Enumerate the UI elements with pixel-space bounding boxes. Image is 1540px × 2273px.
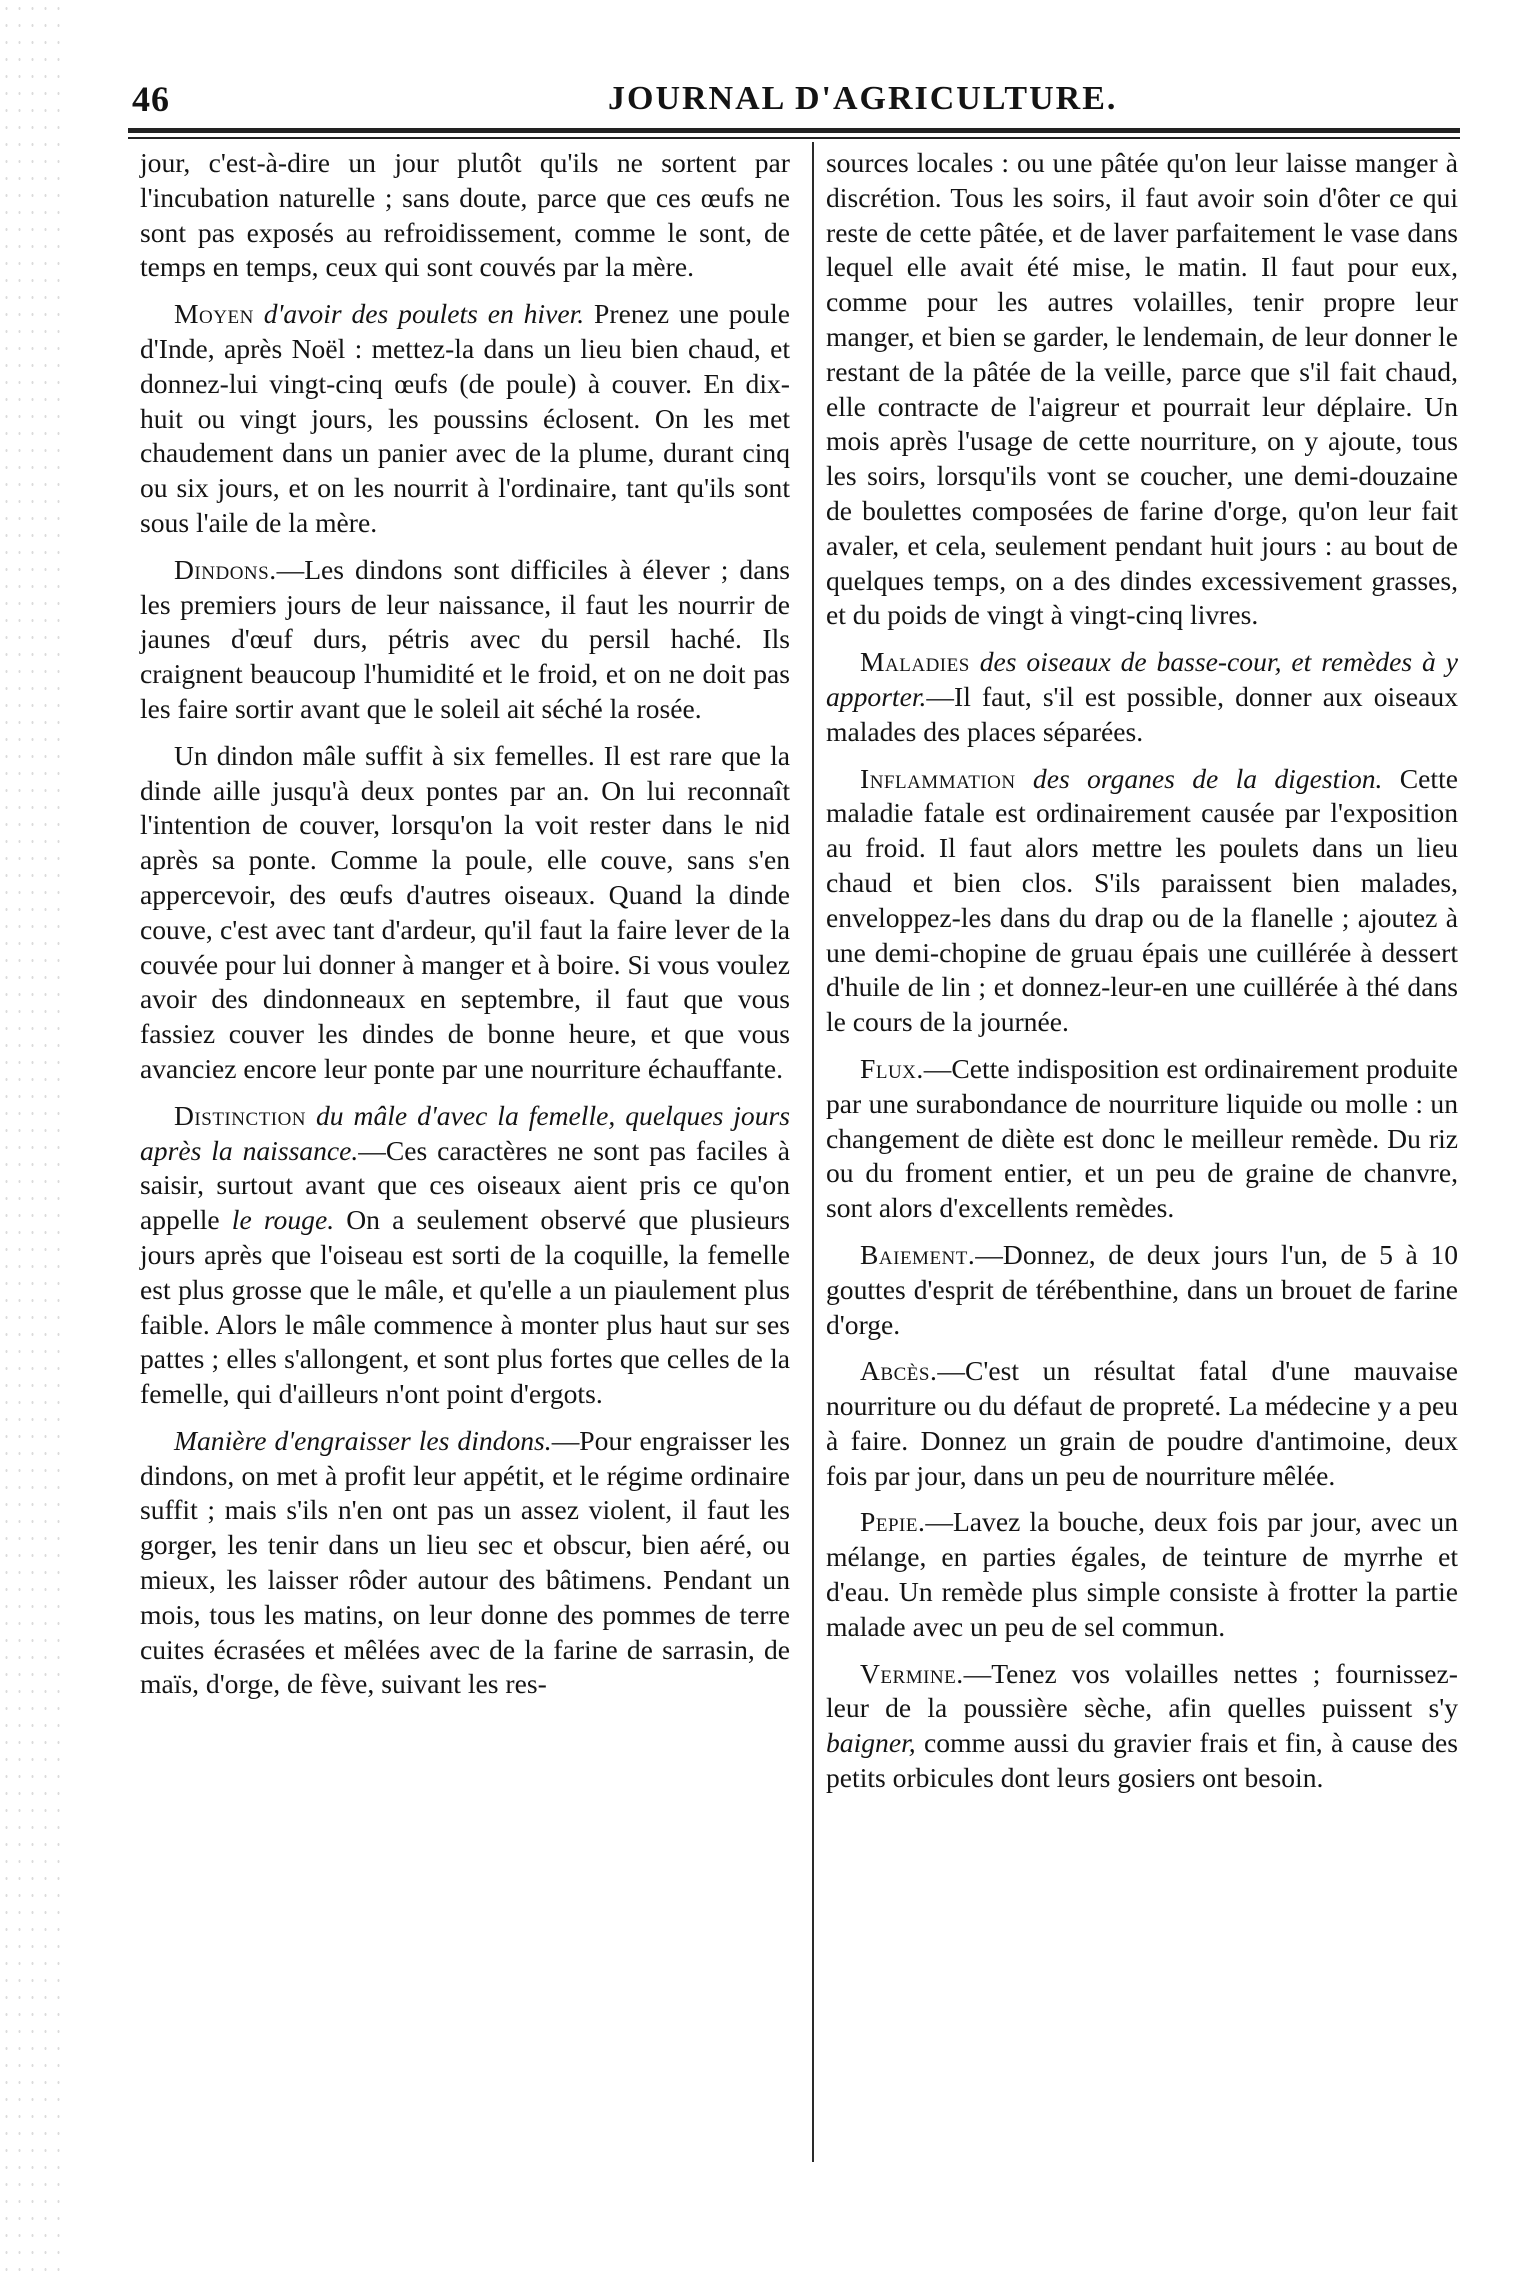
paragraph-text: —Les dindons sont difficiles à élever ; dans les premiers jours de leur naissance, il faut les nourrir de jaunes d'œuf durs, pétris avec du persil haché. Ils craignent beaucoup l'humidité et le froid, et on ne doit pas les faire sortir avant que le soleil ait séché la rosée. — [140, 553, 790, 724]
paragraph-text: —Tenez vos volailles nettes ; fournissez-leur de la poussière sèche, afin quelles puissent s'y — [826, 1657, 1458, 1724]
paragraph-text: —Il faut, s'il est possible, donner aux oiseaux malades des places séparées. — [826, 680, 1458, 747]
paragraph-text: —Lavez la bouche, deux fois par jour, avec un mélange, en parties égales, de teinture de myrrhe et d'eau. Un remède plus simple consiste à frotter la partie malade avec un peu de sel commun. — [826, 1506, 1458, 1642]
paragraph: jour, c'est-à-dire un jour plutôt qu'ils ne sortent par l'incubation naturelle ; sans doute, parce que ces œufs ne sont pas exposés au refroidissement, comme le sont, de temps en temps, ceux qui sont couvés par la mère. — [140, 147, 790, 283]
section-subtitle: d'avoir des poulets en hiver. — [263, 298, 585, 330]
paragraph — [140, 297, 790, 541]
section-subtitle: des oiseaux de basse-cour, et remèdes à y apporter. — [826, 646, 1458, 712]
italic-term: baigner, — [826, 1727, 916, 1759]
scan-noise — [0, 0, 60, 2273]
paragraph — [140, 1099, 790, 1412]
paragraph-text: On a seulement observé que plusieurs jours après que l'oiseau est sorti de la coquille, la femelle est plus grosse que le mâle, et qu'elle a un piaulement plus faible. Alors le mâle commence à monter plus haut sur ses pattes ; elles s'allongent, et sont plus fortes que celles de la femelle, qui d'ailleurs n'ont point d'ergots. — [140, 1204, 790, 1410]
paragraph-text: Cette maladie fatale est ordinairement causée par l'exposition au froid. Il faut alors mettre les poulets dans un lieu chaud et bien clos. S'ils paraissent bien malades, enveloppez-les dans du drap ou de la flanelle ; ajoutez à une demi-chopine de gruau épais une cuillérée à dessert d'huile de lin ; et donnez-leur-en une cuillérée à thé dans le cours de la journée. — [826, 762, 1459, 1038]
section-heading: Abcès. — [860, 1355, 938, 1387]
section-heading: Pepie. — [860, 1506, 926, 1538]
paragraph — [140, 1424, 790, 1702]
running-title: JOURNAL D'AGRICULTURE. — [608, 80, 1118, 117]
paragraph: sources locales : ou une pâtée qu'on leur laisse manger à discrétion. Tous les soirs, il faut avoir soin d'ôter ce qui reste de cette pâtée, et de laver parfaitement le vase dans lequel elle avait été mise, le matin. Il faut pour eux, comme pour les autres volailles, tenir propre leur manger, et bien se garder, le lendemain, de leur donner le restant de la pâtée de la veille, parce que s'il fait chaud, elle contracte de l'aigreur et pourrait leur déplaire. Un mois après l'usage de cette nourriture, on y ajoute, tous les soirs, lorsqu'ils vont se coucher, une demi-douzaine de boulettes composées de farine d'orge, qu'on leur fait avaler, et cela, seulement pendant huit jours : au bout de quelques temps, on a des dindes excessivement grasses, et du poids de vingt à vingt-cinq livres. — [826, 147, 1458, 631]
section-heading: Vermine. — [860, 1657, 964, 1689]
section-subtitle: Manière d'engraisser les dindons. — [174, 1424, 552, 1456]
paragraph — [826, 1052, 1458, 1226]
header-rule-thick — [128, 128, 1460, 133]
paragraph: Un dindon mâle suffit à six femelles. Il est rare que la dinde aille jusqu'à deux pontes par an. On lui reconnaît l'intention de couver, lorsqu'on la voit rester dans le nid après sa ponte. Comme la poule, elle couve, sans s'en appercevoir, des œufs d'autres oiseaux. Quand la dinde couve, c'est avec tant d'ardeur, qu'il faut la faire lever de la couvée pour lui donner à manger et à boire. Si vous voulez avoir des dindonneaux en septembre, il faut que vous fassiez couver les dindes de bonne heure, et que vous avanciez encore leur ponte par une nourriture échauffante. — [140, 739, 790, 1084]
paragraph — [826, 1238, 1458, 1342]
section-heading: Baiement. — [860, 1238, 976, 1270]
paragraph-text: —C'est un résultat fatal d'une mauvaise nourriture ou du défaut de propreté. La médecine y a peu à faire. Donnez un grain de poudre d'antimoine, deux fois par jour, dans un peu de nourriture mêlée. — [826, 1355, 1458, 1491]
page-number: 46 — [132, 79, 170, 119]
left-column — [140, 146, 790, 1714]
paragraph-text: —Ces caractères ne sont pas faciles à saisir, surtout avant que ces oiseaux aient pris ce qu'on appelle — [140, 1134, 790, 1236]
section-heading: Maladies — [860, 646, 970, 678]
paragraph-text: —Donnez, de deux jours l'un, de 5 à 10 gouttes d'esprit de térébenthine, dans un brouet de farine d'orge. — [826, 1238, 1458, 1340]
paragraph-text: Prenez une poule d'Inde, après Noël : mettez-la dans un lieu bien chaud, et donnez-lui vingt-cinq œufs (de poule) à couver. En dix-huit ou vingt jours, les poussins éclosent. On les met chaudement dans un panier avec de la plume, durant cinq ou six jours, et on les nourrit à l'ordinaire, tant qu'ils sont sous l'aile de la mère. — [140, 298, 790, 538]
section-subtitle: du mâle d'avec la femelle, quelques jours après la naissance. — [140, 1099, 790, 1166]
section-heading: Distinction — [174, 1099, 307, 1131]
page-header — [128, 74, 1460, 124]
paragraph — [826, 1505, 1458, 1644]
paragraph-text: comme aussi du gravier frais et fin, à cause des petits orbicules dont leurs gosiers ont besoin. — [826, 1727, 1458, 1794]
section-subtitle: des organes de la digestion. — [1032, 762, 1383, 794]
column-divider — [812, 142, 814, 2162]
right-column — [826, 146, 1458, 1808]
paragraph-text: —Pour engraisser les dindons, on met à profit leur appétit, et le régime ordinaire suffit ; mais s'ils n'en ont pas un assez violent, il faut les gorger, les tenir dans un lieu sec et obscur, bien aéré, ou mieux, les laisser rôder autour des bâtimens. Pendant un mois, tous les matins, on leur donne des pommes de terre cuites écrasées et mêlées avec de la farine de sarrasin, de maïs, d'orge, de fève, suivant les res- — [140, 1424, 791, 1700]
section-heading: Inflammation — [860, 762, 1016, 794]
italic-term: le rouge. — [231, 1204, 335, 1236]
paragraph — [826, 1354, 1458, 1493]
section-heading: Moyen — [174, 298, 254, 330]
paragraph — [140, 553, 790, 727]
section-heading: Dindons. — [174, 553, 277, 585]
paragraph — [826, 762, 1458, 1040]
paragraph — [826, 1657, 1458, 1796]
paragraph — [826, 645, 1458, 749]
paragraph-text: —Cette indisposition est ordinairement produite par une surabondance de nourriture liquide ou molle : un changement de diète est donc le meilleur remède. Du riz ou du froment entier, et un peu de graine de chanvre, sont alors d'excellents remèdes. — [826, 1052, 1458, 1224]
section-heading: Flux. — [860, 1052, 924, 1084]
header-rule-thin — [128, 137, 1460, 139]
